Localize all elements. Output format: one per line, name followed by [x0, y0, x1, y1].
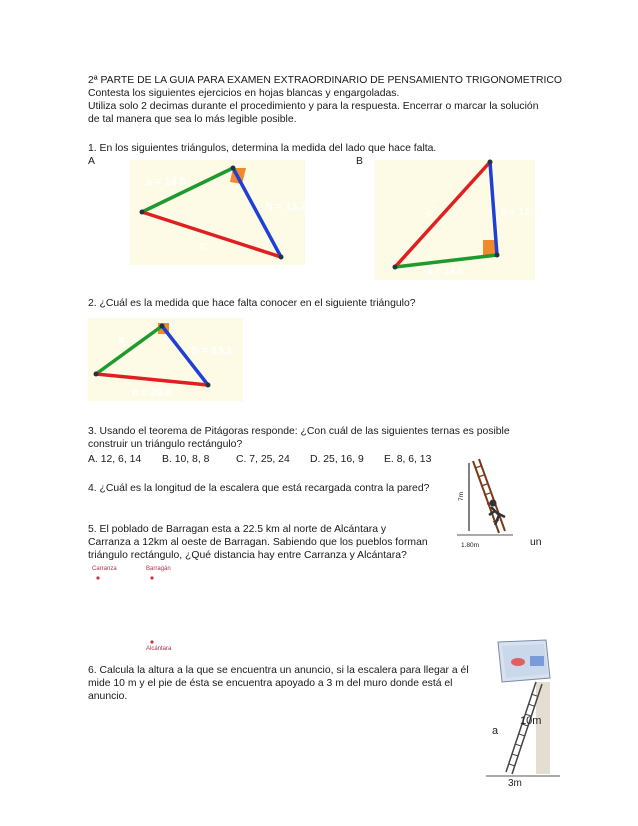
- vertex-dot: [231, 166, 236, 171]
- option-d: D. 25, 16, 9: [310, 454, 364, 465]
- side-b-label: b = 13.2: [266, 201, 307, 213]
- instruction-line-1: Contesta los siguientes ejercicios en hojas blancas y engargoladas.: [88, 88, 400, 99]
- side-c-label: c = 20.6: [132, 387, 173, 399]
- ladder-rail: [479, 459, 505, 531]
- ladder-wall-figure: [455, 455, 525, 550]
- vertex-dot: [140, 210, 145, 215]
- billboard-lips-icon: [511, 658, 525, 666]
- triangle-q2-figure: [88, 318, 243, 401]
- base-label: 1.80m: [461, 542, 480, 549]
- ladder-length-label: 10m: [520, 715, 542, 727]
- question-4-text: 4. ¿Cuál es la longitud de la escalera que está recargada contra la pared?: [88, 483, 430, 494]
- question-6-line-1: 6. Calcula la altura a la que se encuentra un anuncio, si la escalera para llegar a él: [88, 665, 469, 676]
- option-b: B. 10, 8, 8: [162, 454, 210, 465]
- height-a-label: a: [492, 725, 499, 737]
- question-5-line-2-end: un: [530, 537, 542, 548]
- question-5-line-1: 5. El poblado de Barragan esta a 22.5 km al norte de Alcántara y: [88, 524, 387, 535]
- side-b-label: b = 12: [501, 207, 530, 218]
- side-c-label: c: [427, 208, 433, 219]
- option-a: A. 12, 6, 14: [88, 454, 142, 465]
- towns-map-figure: [88, 562, 208, 652]
- billboard-ladder-figure: [478, 638, 568, 788]
- town-alcantara-dot: [150, 640, 153, 643]
- town-carranza-label: Carranza: [92, 566, 117, 572]
- vertex-dot: [160, 324, 165, 329]
- instruction-line-3: de tal manera que sea lo más legible posible.: [88, 114, 297, 125]
- triangle-b-figure: [375, 160, 535, 280]
- vertex-dot: [279, 255, 284, 260]
- triangle-b-label: B: [356, 156, 363, 167]
- triangle-a-label: A: [88, 156, 95, 167]
- town-alcantara-label: Alcántara: [146, 646, 172, 652]
- question-6-line-3: anuncio.: [88, 691, 128, 702]
- question-5-line-3: triángulo rectángulo, ¿Qué distancia hay entre Carranza y Alcántara?: [88, 550, 407, 561]
- instruction-line-2: Utiliza solo 2 decimas durante el procedimiento y para la respuesta. Encerrar o marcar la solución: [88, 101, 539, 112]
- vertex-dot: [206, 383, 211, 388]
- town-barragan-dot: [150, 576, 153, 579]
- height-label: 7m: [458, 491, 465, 501]
- side-a-label: a = 14.5: [146, 176, 187, 188]
- vertex-dot: [488, 160, 493, 165]
- question-6-line-2: mide 10 m y el pie de ésta se encuentra apoyado a 3 m del muro donde está el: [88, 678, 453, 689]
- side-b-label: b = 13.1: [192, 345, 233, 357]
- question-2-text: 2. ¿Cuál es la medida que hace falta conocer en el siguiente triángulo?: [88, 298, 416, 309]
- town-carranza-dot: [96, 576, 99, 579]
- vertex-dot: [94, 372, 99, 377]
- option-e: E. 8, 6, 13: [384, 454, 432, 465]
- vertex-dot: [495, 253, 500, 258]
- side-a-label: a = 14.6: [427, 266, 464, 277]
- billboard-text-block: [530, 656, 544, 666]
- town-barragan-label: Barragán: [146, 566, 171, 572]
- question-5-line-2: Carranza a 12km al oeste de Barragan. Sabiendo que los pueblos forman: [88, 537, 428, 548]
- base-distance-label: 3m: [508, 778, 522, 789]
- vertex-dot: [393, 265, 398, 270]
- ladder-rungs: [509, 694, 537, 766]
- question-1-text: 1. En los siguientes triángulos, determina la medida del lado que hace falta.: [88, 143, 437, 154]
- side-c-label: c: [200, 240, 207, 252]
- side-a-label: a: [118, 334, 125, 346]
- person-climbing-icon: [489, 500, 505, 526]
- question-3-line-1: 3. Usando el teorema de Pitágoras responde: ¿Con cuál de las siguientes ternas es posible: [88, 426, 510, 437]
- document-title: 2ª PARTE DE LA GUIA PARA EXAMEN EXTRAORDINARIO DE PENSAMIENTO TRIGONOMETRICO: [88, 75, 563, 86]
- option-c: C. 7, 25, 24: [236, 454, 290, 465]
- triangle-a-figure: [130, 160, 305, 265]
- ladder-rail: [506, 682, 536, 772]
- question-3-line-2: construir un triángulo rectángulo?: [88, 439, 243, 450]
